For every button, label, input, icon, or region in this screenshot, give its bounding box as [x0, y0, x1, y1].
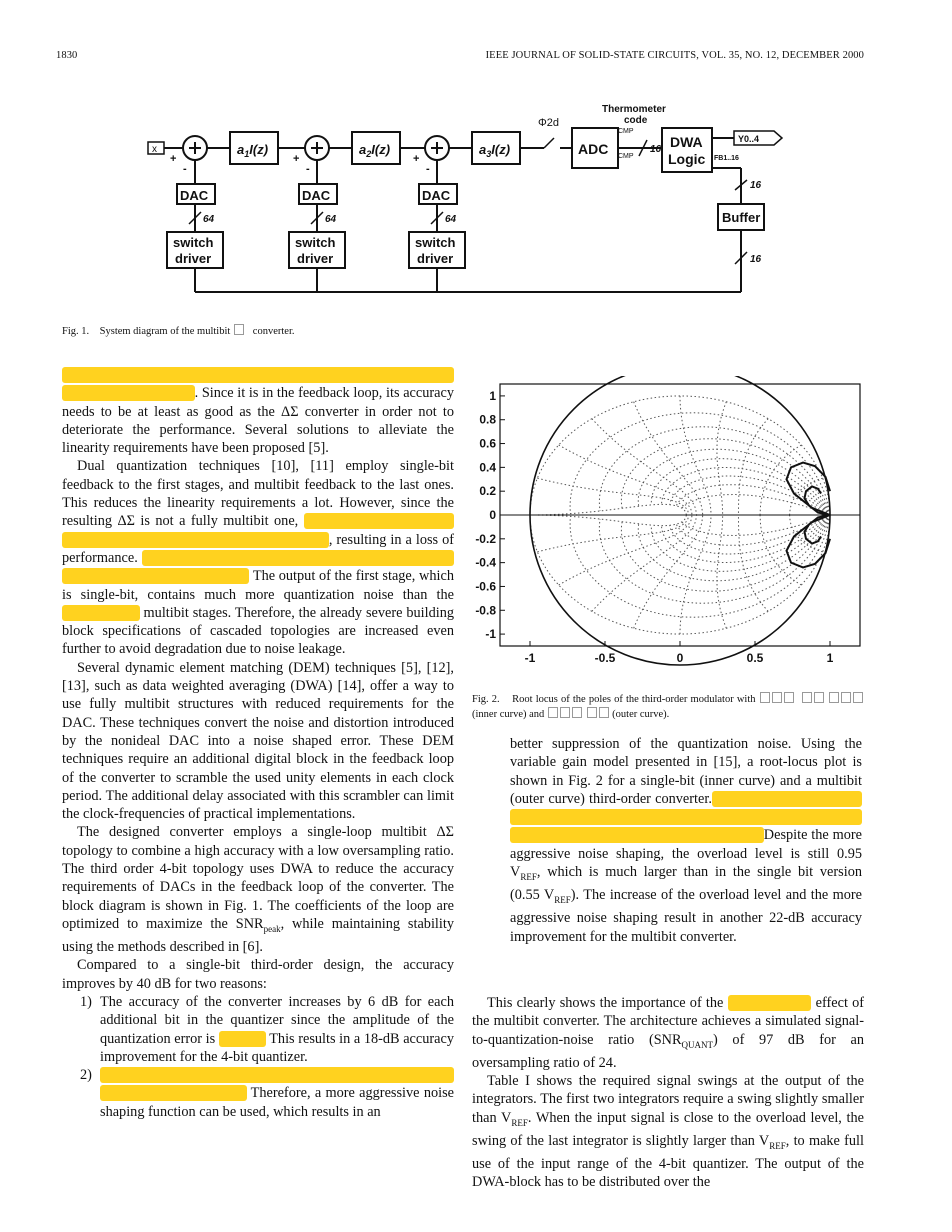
paragraph: [62, 457, 454, 658]
bus64-2: 64: [325, 214, 337, 225]
minus-sign-1: -: [183, 163, 187, 175]
int1-iz: I(z): [249, 142, 269, 157]
text-r3a: Table I shows the required signal swings at the output of the integrators. The first two integrators require a swing slightly smaller than V: [472, 1073, 864, 1126]
list-number: 1): [80, 993, 92, 1010]
text-p3b: multibit stages. Therefore, the already severe building block specifications of cascaded topologies are increased even further to avoid degradation due to noise leakage.: [62, 604, 455, 658]
int1-a: a: [237, 142, 245, 157]
paragraph: Compared to a single-bit third-order design, the accuracy improves by 40 dB for two reasons:: [62, 957, 454, 992]
fig2-caption-outer: (outer curve).: [612, 709, 670, 720]
missing-symbol-icon: [802, 692, 812, 703]
redaction-highlight: [712, 791, 862, 807]
dac-chain-2: [289, 160, 345, 292]
input-label: x: [152, 144, 157, 155]
redaction-highlight: [510, 809, 862, 825]
bus16-dwa: 16: [750, 180, 762, 191]
dwa-label-2: Logic: [668, 151, 706, 167]
cmp-label: CMP: [618, 128, 634, 135]
missing-symbol-icon: [560, 707, 570, 718]
redaction-highlight: [728, 995, 812, 1011]
y-tick-label: 1: [489, 388, 496, 403]
switch-driver-2a: switch: [295, 235, 336, 250]
buffer-label: Buffer: [722, 210, 761, 225]
redaction-highlight: [142, 550, 454, 566]
text-p2a: Dual quantization techniques [10], [11] employ single-bit feedback to the first stages, and multibit feedback to the last ones. This reduces the linearity requirements a lot. However, since the resulting ΔΣ is not a fully multibit one,: [62, 458, 454, 530]
text-p5b: , while maintaining stability using the methods described in [6].: [62, 915, 454, 956]
fb-label: FB1..16: [714, 155, 739, 162]
text-p5a: The designed converter employs a single-loop multibit ΔΣ topology to combine a high accuracy with a low oversampling ratio. The third order 4-bit topology uses DWA to reduce the accuracy requirements of DACs in the feedback loop of the converter. The block diagram is shown in Fig. 1. The coefficients of the loop are optimized to maximize the SNR: [62, 824, 454, 932]
paragraph: [472, 1072, 864, 1192]
paragraph: Several dynamic element matching (DEM) techniques [5], [12], [13], such as data weighted averaging (DWA) [14], offer a way to use fully multibit structures with reduced requirements for the DAC. These techniques convert the noise and distortion introduced by the nonideal DAC into a noise shaped error. These DEM techniques require an additional digital block in the feedback loop of the converter to scramble the used unity elements in each clock period. The additional delay associated with this scrambler can limit the clock-frequencies of practical implementations.: [62, 659, 454, 823]
paragraph: [62, 366, 454, 457]
redaction-highlight: [100, 1085, 247, 1101]
dac-label-2: DAC: [302, 188, 331, 203]
fig2-caption-label: Fig. 2.: [472, 694, 500, 705]
plus-sign-1: +: [170, 153, 177, 165]
text-li1b: This results in a 18-dB accuracy improvement for the 4-bit quantizer.: [100, 1030, 454, 1065]
text-r1c: , which is much larger than in the single bit version (0.55 V: [510, 864, 862, 904]
redaction-highlight: [62, 367, 454, 383]
text-r2a: This clearly shows the importance of the: [487, 995, 724, 1011]
text-r1: better suppression of the quantization noise. Using the variable gain model presented in [15], a root-locus plot is shown in Fig. 2 for a single-bit (inner curve) and a multibit (outer curve) third-order converter.: [510, 736, 862, 807]
y-tick-label: -0.2: [475, 531, 496, 546]
switch-driver-1b: driver: [175, 251, 212, 266]
int3-iz: I(z): [491, 142, 511, 157]
missing-symbol-icon: [784, 692, 794, 703]
dac-label-1: DAC: [180, 188, 209, 203]
right-column-upper: [510, 735, 862, 946]
paragraph: [472, 994, 864, 1072]
missing-symbol-icon: [853, 692, 863, 703]
text-r3b: . When the input signal is close to the overload level, the swing of the last integrator is slightly larger than V: [472, 1109, 864, 1149]
missing-symbol-icon: [841, 692, 851, 703]
figure-2-caption: [472, 692, 864, 722]
redaction-highlight: [62, 605, 140, 621]
text-r2b: effect of the multibit converter. The architecture achieves a simulated signal-to-quantization-noise ratio (SNR: [472, 995, 865, 1048]
adc-label: ADC: [578, 141, 609, 157]
switch-driver-2b: driver: [297, 251, 334, 266]
text-li2a: Therefore, a more aggressive noise shaping function can be used, which results in an: [100, 1085, 454, 1120]
int3-a: a: [479, 142, 487, 157]
redaction-highlight: [62, 532, 329, 548]
x-tick-label: -0.5: [594, 651, 616, 665]
fig1-caption-label: Fig. 1.: [62, 326, 90, 337]
missing-symbol-icon: [829, 692, 839, 703]
list-item: [62, 993, 454, 1066]
cmp-bar-label: CMP: [618, 153, 634, 160]
int2-iz: I(z): [371, 142, 391, 157]
y-tick-label: -0.4: [475, 555, 496, 570]
dwa-label-1: DWA: [670, 134, 703, 150]
redaction-highlight: [62, 385, 195, 401]
missing-symbol-icon: [572, 707, 582, 718]
bus64-1: 64: [203, 214, 215, 225]
y-tick-label: -1: [485, 627, 496, 642]
missing-symbol-icon: [234, 324, 244, 335]
missing-symbol-icon: [599, 707, 609, 718]
redaction-highlight: [219, 1031, 266, 1047]
missing-symbol-icon: [760, 692, 770, 703]
plus-sign-3: +: [413, 153, 420, 165]
page-number: 1830: [56, 50, 78, 61]
dac-chain-1: [167, 160, 223, 292]
bus16-buffer: 16: [750, 254, 762, 265]
text-r1b: Despite the more aggressive noise shaping, the overload level is still 0.95 V: [510, 827, 862, 881]
minus-sign-2: -: [306, 163, 310, 175]
ref-subscript: REF: [554, 895, 571, 906]
ref-subscript: REF: [520, 871, 537, 882]
clock-label: Φ2d: [538, 117, 560, 129]
x-tick-label: 1: [826, 651, 834, 665]
x-tick-label: 0.5: [746, 651, 764, 665]
snr-subscript: peak: [263, 923, 281, 934]
switch-driver-3b: driver: [417, 251, 454, 266]
list-number: 2): [80, 1067, 92, 1084]
switch-driver-1a: switch: [173, 235, 214, 250]
fig2-caption-inner: (inner curve) and: [472, 709, 545, 720]
text-p1: . Since it is in the feedback loop, its accuracy needs to be at least as good as the ΔΣ converter in order not to deteriorate the performance. Several solutions to alleviate the linearity requirements have been proposed [5].: [62, 385, 455, 457]
plus-sign-2: +: [293, 153, 300, 165]
y-tick-label: 0.4: [479, 460, 496, 475]
running-head: [56, 50, 864, 66]
fig1-caption-text-a: System diagram of the multibit: [99, 326, 231, 337]
int2-a: a: [359, 142, 367, 157]
figure-1-block-diagram: [140, 96, 800, 310]
y-tick-label: -0.6: [475, 579, 496, 594]
dac-chain-3: [409, 160, 465, 292]
fig1-caption-text-b: converter.: [252, 326, 295, 337]
redaction-highlight: [510, 827, 764, 843]
x-tick-label: 0: [676, 651, 684, 665]
paragraph: [510, 735, 862, 946]
minus-sign-3: -: [426, 163, 430, 175]
ref-subscript: REF: [769, 1140, 786, 1151]
y-tick-label: 0.6: [479, 436, 496, 451]
text-p3: The output of the first stage, which is single-bit, contains much more quantization noise than the: [62, 568, 454, 603]
missing-symbol-icon: [587, 707, 597, 718]
redaction-highlight: [62, 568, 249, 584]
paragraph: [62, 823, 454, 956]
redaction-highlight: [304, 513, 454, 529]
dac-label-3: DAC: [422, 188, 451, 203]
missing-symbol-icon: [814, 692, 824, 703]
ref-subscript: REF: [511, 1117, 528, 1128]
right-column-lower: [472, 994, 864, 1192]
fig2-caption-text-a: Root locus of the poles of the third-order modulator with: [512, 694, 756, 705]
missing-symbol-icon: [772, 692, 782, 703]
y-tick-label: -0.8: [475, 603, 496, 618]
y-tick-label: 0.2: [479, 484, 496, 499]
journal-title: IEEE JOURNAL OF SOLID-STATE CIRCUITS, VOL. 35, NO. 12, DECEMBER 2000: [485, 50, 864, 61]
missing-symbol-icon: [548, 707, 558, 718]
y-tick-label: 0: [489, 508, 496, 522]
quant-subscript: QUANT: [681, 1039, 714, 1050]
text-r1d: ). The increase of the overload level and the more aggressive noise shaping result in another 22-dB accuracy improvement for the multibit converter.: [510, 887, 862, 945]
svg-text:a2I(z): $a_2I(z)$: [359, 142, 391, 159]
thermo-label-2: code: [624, 115, 648, 126]
figure-2-root-locus: [472, 376, 864, 676]
text-r2c: ) of 97 dB for an oversampling ratio of 24.: [472, 1031, 864, 1071]
figure-1-caption: [62, 324, 294, 339]
output-label: Y0..4: [738, 134, 760, 144]
y-tick-label: 0.8: [479, 412, 496, 427]
x-tick-label: -1: [524, 651, 536, 665]
text-li1a: The accuracy of the converter increases by 6 dB for each additional bit in the quantizer since the amplitude of the quantization error is: [100, 993, 454, 1047]
left-column: [62, 366, 454, 1121]
switch-driver-3a: switch: [415, 235, 456, 250]
svg-text:a1I(z): $a_1I(z)$: [237, 142, 269, 159]
bus16-adc: 16: [650, 144, 662, 155]
list-item: [62, 1066, 454, 1121]
redaction-highlight: [100, 1067, 454, 1083]
thermo-label-1: Thermometer: [602, 104, 666, 115]
svg-text:a3I(z): $a_3I(z)$: [479, 142, 511, 159]
text-r3c: , to make full use of the input range of the 4-bit quantizer. The output of the DWA-block has to be distributed over the: [472, 1132, 864, 1191]
text-p2b: , resulting in a loss of performance.: [62, 531, 454, 566]
bus64-3: 64: [445, 214, 457, 225]
